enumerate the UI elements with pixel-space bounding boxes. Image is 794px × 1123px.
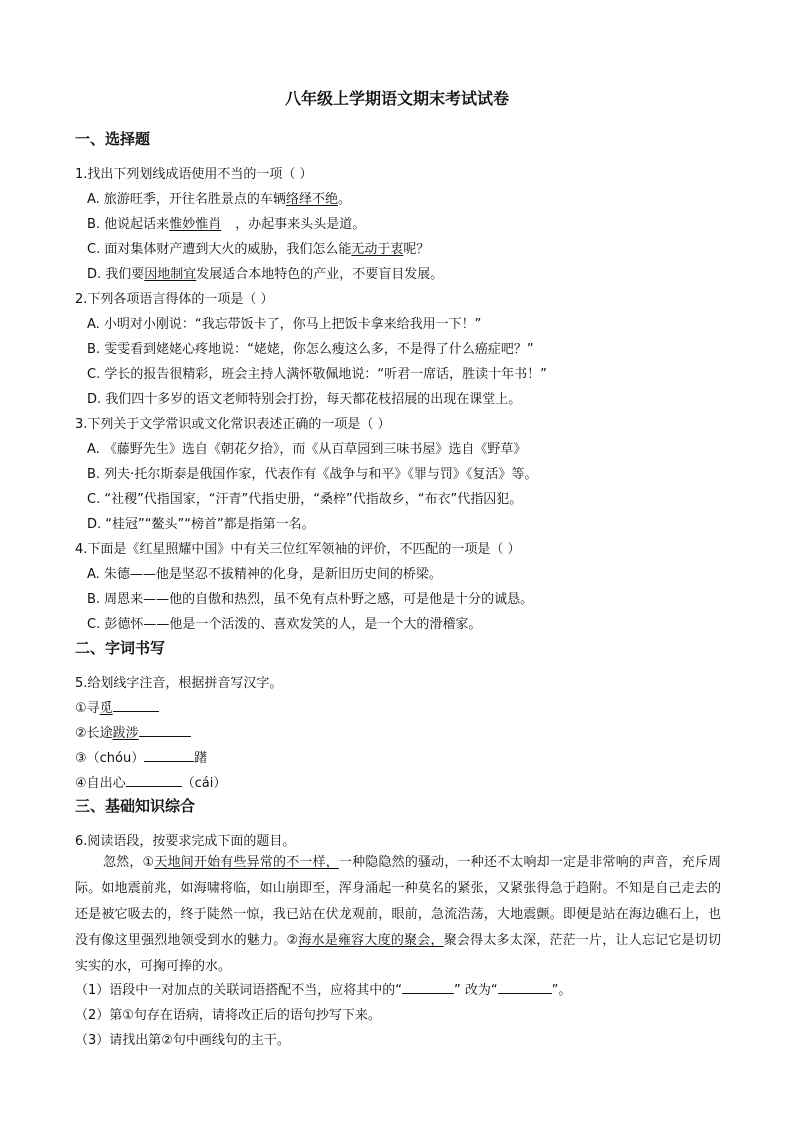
- question-3-stem: 3.下列关于文学常识或文化常识表述正确的一项是（ ）: [75, 417, 391, 432]
- underlined-char: 觅: [99, 701, 113, 716]
- underlined-char: 跋涉: [112, 726, 139, 741]
- question-6-sub-3: （3）请找出第②句中画线句的主干。: [75, 1033, 290, 1048]
- question-3-option-b: B. 列夫·托尔斯泰是俄国作家，代表作有《战争与和平》《罪与罚》《复活》等。: [87, 467, 538, 482]
- question-4-option-b: B. 周恩来——他的自傲和热烈，虽不免有点朴野之感，可是他是十分的诚恳。: [87, 592, 534, 607]
- answer-blank[interactable]: [126, 772, 182, 787]
- underlined-idiom: 无动于衷: [351, 242, 404, 257]
- passage-text: 一种隐隐然的骚动，一种还不太响却一定是非常响的声音，充斥周际。如地震前兆，如海啸将临，如山崩即至，浑身涌起一种莫名的紧张，又紧张得急于趋附。不知是自己走去的还是被它吸去的，终于陡然一惊，我已站在伏龙观前，眼前，急流浩荡，大地震颤。即便是站在海边礁石上，也没有像这里强烈地领受到水的魅力。②: [75, 855, 721, 948]
- question-5-item-3: [75, 747, 207, 766]
- answer-blank[interactable]: [144, 747, 194, 762]
- question-5-stem: 5.给划线字注音，根据拼音写汉字。: [75, 676, 283, 691]
- answer-blank[interactable]: [113, 697, 159, 712]
- item-text: ③（chóu）: [75, 751, 145, 766]
- underlined-idiom: 因地制宜: [144, 267, 197, 282]
- item-text: ④自出心: [75, 776, 126, 791]
- answer-blank[interactable]: [498, 979, 552, 994]
- sub-text: ” 改为“: [454, 983, 498, 998]
- option-text: 呢？: [403, 242, 430, 257]
- page-title: 八年级上学期语文期末考试试卷: [284, 89, 509, 108]
- question-5-item-4: [75, 772, 226, 791]
- question-3-option-a: A. 《藤野先生》选自《朝花夕拾》，而《从百草园到三味书屋》选自《野草》: [87, 442, 527, 457]
- question-3-option-d: D. “桂冠”“鳌头”“榜首”都是指第一名。: [87, 517, 315, 532]
- question-6-sub-1: [75, 979, 571, 998]
- question-4-stem: 4.下面是《红星照耀中国》中有关三位红军领袖的评价，不匹配的一项是（ ）: [75, 542, 521, 557]
- question-2-option-b: B. 雯雯看到姥姥心疼地说：“姥姥，你怎么瘦这么多，不是得了什么癌症吧？”: [87, 342, 534, 357]
- item-text: 躇: [194, 751, 208, 766]
- underlined-sentence-1: 天地间开始有些异常的不一样，: [154, 855, 339, 870]
- question-1-option-a: [87, 188, 351, 207]
- question-6-stem: 6.阅读语段，按要求完成下面的题目。: [75, 834, 296, 849]
- passage-text: 忽然，①: [103, 855, 155, 870]
- sub-text: ”。: [551, 983, 572, 998]
- question-3-option-c: C. “社稷”代指国家，“汗青”代指史册，“桑梓”代指故乡，“布衣”代指囚犯。: [87, 492, 523, 507]
- question-1-stem: 1.找出下列划线成语使用不当的一项（ ）: [75, 167, 313, 182]
- question-4-option-a: A. 朱德——他是坚忍不拔精神的化身，是新旧历史间的桥梁。: [87, 567, 442, 582]
- question-1-option-d: [87, 263, 443, 282]
- item-text: ①寻: [75, 701, 100, 716]
- section-heading-choice: 一、选择题: [75, 130, 151, 148]
- question-1-option-c: [87, 238, 429, 257]
- option-text: B. 他说起话来: [87, 217, 170, 232]
- question-2-option-d: D. 我们四十多岁的语文老师特别会打扮，每天都花枝招展的出现在课堂上。: [87, 392, 522, 407]
- question-5-item-2: [75, 722, 191, 741]
- section-heading-writing: 二、字词书写: [75, 639, 166, 657]
- item-text: （cái）: [181, 776, 227, 791]
- underlined-idiom: 络绎不绝: [285, 192, 338, 207]
- question-4-option-c: C. 彭德怀——他是一个活泼的、喜欢发笑的人，是一个大的滑稽家。: [87, 617, 482, 632]
- answer-blank[interactable]: [402, 979, 454, 994]
- option-text: A. 旅游旺季，开往名胜景点的车辆: [87, 192, 286, 207]
- question-6-sub-2: （2）第①句存在语病，请将改正后的语句抄写下来。: [75, 1008, 381, 1023]
- underlined-idiom: 惟妙惟肖: [169, 217, 222, 232]
- section-heading-comprehensive: 三、基础知识综合: [75, 797, 196, 815]
- question-2-option-a: A. 小明对小刚说：“我忘带饭卡了，你马上把饭卡拿来给我用一下！”: [87, 317, 482, 332]
- passage-text: 聚会得太多太深，茫茫一片，让人忘记它是切切实实的水，可掬可捧的水。: [75, 933, 721, 974]
- question-2-stem: 2.下列各项语言得体的一项是（ ）: [75, 292, 274, 307]
- option-text: 发展适合本地特色的产业，不要盲目发展。: [196, 267, 444, 282]
- question-1-option-b: [87, 213, 365, 232]
- option-text: ，办起事来头头是道。: [235, 217, 366, 232]
- answer-blank[interactable]: [139, 722, 191, 737]
- option-text: 。: [337, 192, 351, 207]
- question-5-item-1: [75, 697, 159, 716]
- option-text: C. 面对集体财产遭到大火的威胁，我们怎么能: [87, 242, 352, 257]
- sub-text: （1）语段中一对加点的关联词语搭配不当，应将其中的“: [75, 983, 403, 998]
- reading-passage: [75, 850, 721, 980]
- question-2-option-c: C. 学长的报告很精彩，班会主持人满怀敬佩地说：“听君一席话，胜读十年书！”: [87, 367, 547, 382]
- underlined-sentence-2: 海水是雍容大度的聚会，: [298, 933, 444, 948]
- item-text: ②长途: [75, 726, 113, 741]
- option-text: D. 我们要: [87, 267, 145, 282]
